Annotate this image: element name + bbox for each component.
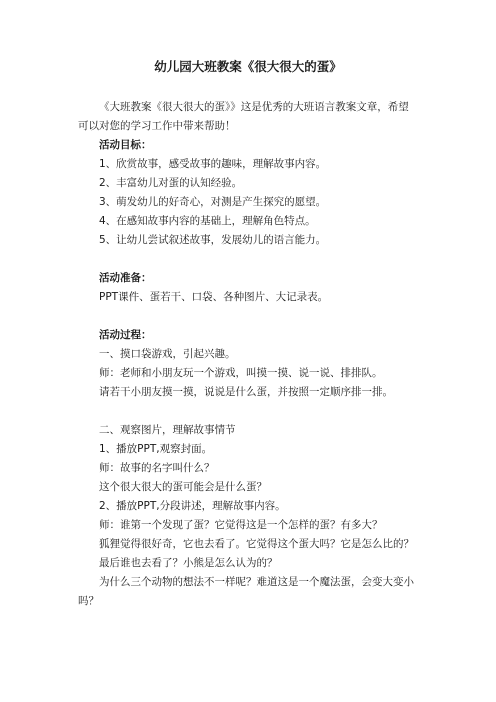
bear-line: 最后谁也去看了？小熊是怎么认为的？ [99, 557, 278, 569]
process-line: 二、观察图片，理解故事情节 [99, 424, 236, 436]
spacer [78, 402, 418, 421]
why-paragraph: 为什么三个动物的想法不一样呢？难道这是一个魔法蛋，会变大变小吗？ [78, 576, 414, 607]
goals-heading: 活动目标： [99, 139, 152, 151]
goal-item: 1、欣赏故事，感受故事的趣味，理解故事内容。 [99, 158, 327, 170]
process-line: 一、摸口袋游戏，引起兴趣。 [99, 348, 236, 360]
fox-paragraph: 狐狸觉得很好奇，它也去看了。它觉得这个蛋大吗？它是怎么比的？ [99, 538, 414, 550]
process-line: 这个很大很大的蛋可能会是什么蛋？ [99, 481, 267, 493]
intro-paragraph: 《大班教案《很大很大的蛋》》这是优秀的大班语言教案文章，希望可以对您的学习工作中带来帮助！ [78, 101, 409, 132]
goal-item: 3、萌发幼儿的好奇心，对测是产生探究的愿望。 [99, 196, 327, 208]
goal-item: 4、在感知故事内容的基础上，理解角色特点。 [99, 215, 316, 227]
process-line: 师：故事的名字叫什么？ [99, 462, 215, 474]
process-heading: 活动过程： [99, 329, 152, 341]
process-line: 师：老师和小朋友玩一个游戏，叫摸一摸、说一说、排排队。 [99, 367, 383, 379]
process-line: 师：谁第一个发现了蛋？它觉得这是一个怎样的蛋？有多大？ [99, 519, 383, 531]
goal-item: 5、让幼儿尝试叙述故事，发展幼儿的语言能力。 [99, 234, 327, 246]
spacer [78, 250, 418, 269]
process-line: 2、播放PPT,分段讲述，理解故事内容。 [99, 500, 286, 512]
process-line: 1、播放PPT,观察封面。 [99, 443, 213, 455]
spacer [78, 307, 418, 326]
goal-item: 2、丰富幼儿对蛋的认知经验。 [99, 177, 243, 189]
prep-text: PPT课件、蛋若干、口袋、各种图片、大记录表。 [99, 291, 329, 303]
process-line: 请若干小朋友摸一摸，说说是什么蛋，并按照一定顺序排一排。 [99, 386, 393, 398]
prep-heading: 活动准备： [99, 272, 152, 284]
document-title: 幼儿园大班教案《很大很大的蛋》 [154, 59, 342, 74]
